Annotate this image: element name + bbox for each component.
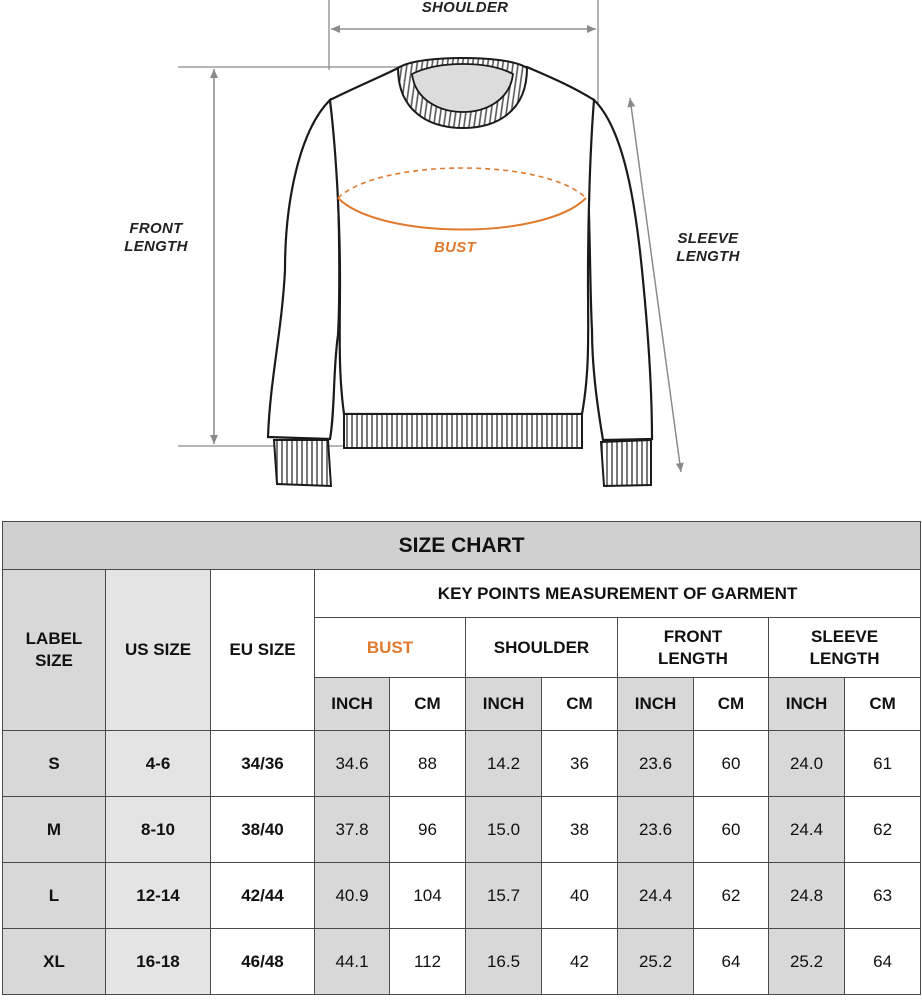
table-row	[3, 929, 921, 995]
measure-cell: 62	[694, 863, 769, 929]
front-length-label-line2: LENGTH	[124, 238, 188, 255]
sleeve-length-header-line2: LENGTH	[809, 648, 880, 668]
measure-cell: 88	[390, 731, 466, 797]
sleeve-length-label-line1: SLEEVE	[677, 230, 739, 247]
measure-cell: 64	[694, 929, 769, 995]
measure-cell: 63	[845, 863, 921, 929]
sleeve-length-label	[648, 230, 768, 266]
measure-cell: 14.2	[466, 731, 542, 797]
measure-cell: 25.2	[618, 929, 694, 995]
label-size-cell: M	[3, 797, 106, 863]
measure-cell: 34.6	[315, 731, 390, 797]
shoulder-label: SHOULDER	[421, 0, 509, 16]
measure-cell: 36	[542, 731, 618, 797]
front-length-label	[96, 220, 216, 256]
measure-cell: 40.9	[315, 863, 390, 929]
table-row	[3, 731, 921, 797]
us-size-cell: 4-6	[106, 731, 211, 797]
measure-cell: 112	[390, 929, 466, 995]
size-chart-table	[2, 521, 921, 995]
eu-size-header: EU SIZE	[211, 570, 315, 731]
measure-cell: 44.1	[315, 929, 390, 995]
front-length-header-line2: LENGTH	[658, 648, 728, 668]
unit-header: INCH	[315, 678, 390, 731]
eu-size-cell: 46/48	[211, 929, 315, 995]
table-row	[3, 797, 921, 863]
measure-cell: 64	[845, 929, 921, 995]
front-length-header-line1: FRONT	[663, 626, 723, 646]
measure-cell: 16.5	[466, 929, 542, 995]
sleeve-length-header-line1: SLEEVE	[811, 626, 879, 646]
measure-cell: 25.2	[769, 929, 845, 995]
measure-cell: 60	[694, 797, 769, 863]
measure-cell: 23.6	[618, 797, 694, 863]
table-row	[3, 863, 921, 929]
unit-header: INCH	[769, 678, 845, 731]
unit-header: INCH	[618, 678, 694, 731]
right-sleeve	[586, 100, 652, 440]
label-size-header-line2: SIZE	[35, 651, 73, 670]
label-size-header	[3, 570, 106, 731]
measure-cell: 24.4	[769, 797, 845, 863]
bust-header: BUST	[315, 618, 466, 678]
measure-cell: 40	[542, 863, 618, 929]
label-size-cell: L	[3, 863, 106, 929]
sleeve-length-label-line2: LENGTH	[676, 248, 740, 265]
us-size-header: US SIZE	[106, 570, 211, 731]
measure-cell: 24.0	[769, 731, 845, 797]
unit-header: INCH	[466, 678, 542, 731]
right-cuff	[601, 440, 651, 486]
key-points-header: KEY POINTS MEASUREMENT OF GARMENT	[315, 570, 921, 618]
measure-cell: 15.7	[466, 863, 542, 929]
us-size-cell: 12-14	[106, 863, 211, 929]
us-size-cell: 8-10	[106, 797, 211, 863]
measure-cell: 24.4	[618, 863, 694, 929]
unit-header: CM	[845, 678, 921, 731]
eu-size-cell: 34/36	[211, 731, 315, 797]
eu-size-cell: 42/44	[211, 863, 315, 929]
measure-cell: 104	[390, 863, 466, 929]
shoulder-header: SHOULDER	[466, 618, 618, 678]
sleeve-length-header	[769, 618, 921, 678]
measure-cell: 42	[542, 929, 618, 995]
waistband	[344, 414, 582, 448]
measure-cell: 37.8	[315, 797, 390, 863]
measure-cell: 96	[390, 797, 466, 863]
size-chart-title: SIZE CHART	[3, 522, 921, 570]
measure-cell: 38	[542, 797, 618, 863]
unit-header: CM	[694, 678, 769, 731]
measure-cell: 24.8	[769, 863, 845, 929]
measure-cell: 23.6	[618, 731, 694, 797]
label-size-cell: XL	[3, 929, 106, 995]
measure-cell: 60	[694, 731, 769, 797]
us-size-cell: 16-18	[106, 929, 211, 995]
label-size-cell: S	[3, 731, 106, 797]
measure-cell: 61	[845, 731, 921, 797]
measure-cell: 15.0	[466, 797, 542, 863]
unit-header: CM	[390, 678, 466, 731]
measure-cell: 62	[845, 797, 921, 863]
left-cuff	[274, 440, 331, 486]
label-size-header-line1: LABEL	[25, 629, 83, 648]
unit-header: CM	[542, 678, 618, 731]
eu-size-cell: 38/40	[211, 797, 315, 863]
bust-label: BUST	[433, 239, 477, 256]
left-sleeve	[268, 100, 339, 439]
front-length-header	[618, 618, 769, 678]
front-length-label-line1: FRONT	[129, 220, 183, 237]
